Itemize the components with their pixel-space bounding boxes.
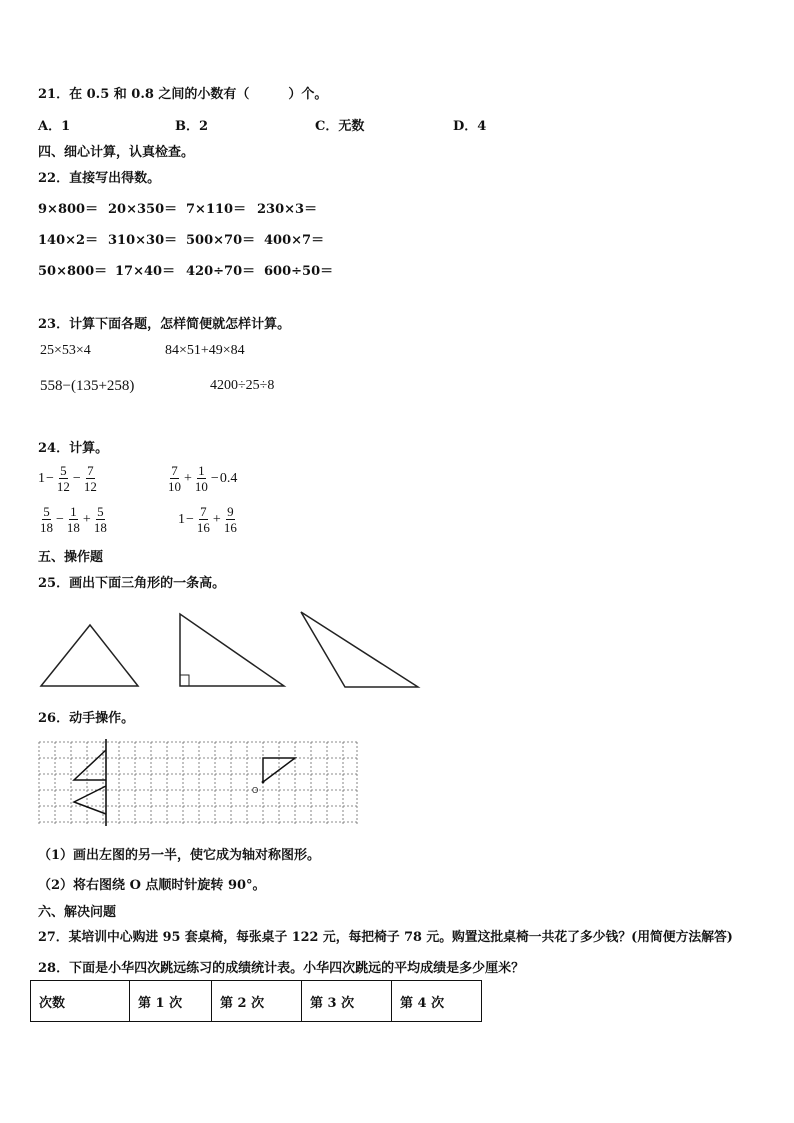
- operator: −: [186, 511, 194, 527]
- q21-stem: 21．在 0.5 和 0.8 之间的小数有（ ）个。: [38, 87, 328, 102]
- q28-stem: 28．下面是小华四次跳远练习的成绩统计表。小华四次跳远的平均成绩是多少厘米？: [38, 961, 525, 976]
- table-header-cell: 第 3 次: [302, 981, 392, 1022]
- fraction: $\frac{9}{16}$: [223, 504, 237, 535]
- fraction: $\frac{7}{16}$: [196, 504, 210, 535]
- section-5-heading: 五、操作题: [38, 550, 104, 565]
- q21-option-c: C．无数: [315, 119, 365, 134]
- q23-expression: 84×51+49×84: [165, 343, 245, 358]
- operator: −: [56, 511, 64, 527]
- q22-item: 50×800＝: [38, 264, 108, 279]
- q21-option-d: D．4: [453, 119, 487, 134]
- jump-score-table: [30, 980, 482, 1022]
- q23-expression: 558−(135+258): [40, 378, 135, 394]
- fraction: $\frac{7}{10}$: [168, 463, 181, 494]
- table-header-cell: 第 1 次: [130, 981, 212, 1022]
- table-header-cell: 次数: [31, 981, 130, 1022]
- q22-item: 230×3＝: [257, 202, 318, 217]
- q24-expression-2: [166, 463, 237, 494]
- q23-expression: 4200÷25÷8: [210, 378, 275, 393]
- q25-triangles-figure: [0, 600, 440, 695]
- whole-number: 1: [178, 511, 185, 527]
- q23-expression: 25×53×4: [40, 343, 91, 358]
- q22-item: 17×40＝: [115, 264, 176, 279]
- q22-item: 400×7＝: [264, 233, 325, 248]
- point-o-label: O: [252, 786, 259, 795]
- operator: −: [46, 470, 54, 486]
- q22-item: 140×2＝: [38, 233, 99, 248]
- q25-stem: 25．画出下面三角形的一条高。: [38, 576, 226, 591]
- q22-stem: 22．直接写出得数。: [38, 171, 161, 186]
- operator: +: [212, 511, 221, 527]
- fraction: $\frac{5}{18}$: [93, 504, 107, 535]
- section-6-heading: 六、解决问题: [38, 905, 117, 920]
- q22-item: 500×70＝: [186, 233, 256, 248]
- acute-triangle: [41, 625, 138, 686]
- q22-item: 420÷70＝: [186, 264, 256, 279]
- left-half-figure-top: [74, 750, 106, 780]
- right-angle-mark: [180, 675, 189, 686]
- q22-item: 9×800＝: [38, 202, 99, 217]
- q21-option-a: A．1: [38, 119, 71, 134]
- q24-expression-4: [178, 504, 239, 535]
- q26-grid-figure: [0, 736, 365, 828]
- q24-expression-1: [38, 463, 99, 494]
- fraction: $\frac{1}{18}$: [66, 504, 80, 535]
- q22-item: 310×30＝: [108, 233, 178, 248]
- q22-item: 7×110＝: [186, 202, 247, 217]
- decimal-number: 0.4: [219, 470, 238, 486]
- q21-option-b: B．2: [175, 119, 209, 134]
- dotted-grid: [39, 742, 357, 824]
- operator: +: [82, 511, 91, 527]
- table-header-cell: 第 4 次: [392, 981, 482, 1022]
- q26-subquestion-2: （2）将右图绕 O 点顺时针旋转 90°。: [38, 878, 266, 893]
- q24-expression-3: [38, 504, 109, 535]
- operator: +: [184, 470, 192, 486]
- operator: −: [210, 470, 219, 486]
- q24-stem: 24．计算。: [38, 441, 109, 456]
- fraction: $\frac{5}{18}$: [40, 504, 53, 535]
- q22-item: 600÷50＝: [264, 264, 334, 279]
- fraction: $\frac{5}{12}$: [56, 463, 70, 494]
- q26-subquestion-1: （1）画出左图的另一半，使它成为轴对称图形。: [38, 848, 321, 863]
- q22-item: 20×350＝: [108, 202, 178, 217]
- fraction: $\frac{1}{10}$: [194, 463, 208, 494]
- q26-stem: 26．动手操作。: [38, 711, 135, 726]
- operator: −: [72, 470, 81, 486]
- fraction: $\frac{7}{12}$: [83, 463, 97, 494]
- q27-stem: 27．某培训中心购进 95 套桌椅，每张桌子 122 元，每把椅子 78 元。购置这批桌椅一共花了多少钱？(用简便方法解答): [38, 930, 733, 945]
- obtuse-triangle: [301, 612, 418, 687]
- section-4-heading: 四、细心计算，认真检查。: [38, 145, 195, 160]
- table-row: [31, 981, 482, 1022]
- q23-stem: 23．计算下面各题，怎样简便就怎样计算。: [38, 317, 291, 332]
- table-header-cell: 第 2 次: [212, 981, 302, 1022]
- point-o-marker: [262, 781, 265, 784]
- whole-number: 1: [38, 470, 45, 486]
- left-half-figure-bottom: [74, 786, 106, 814]
- right-triangle: [180, 614, 284, 686]
